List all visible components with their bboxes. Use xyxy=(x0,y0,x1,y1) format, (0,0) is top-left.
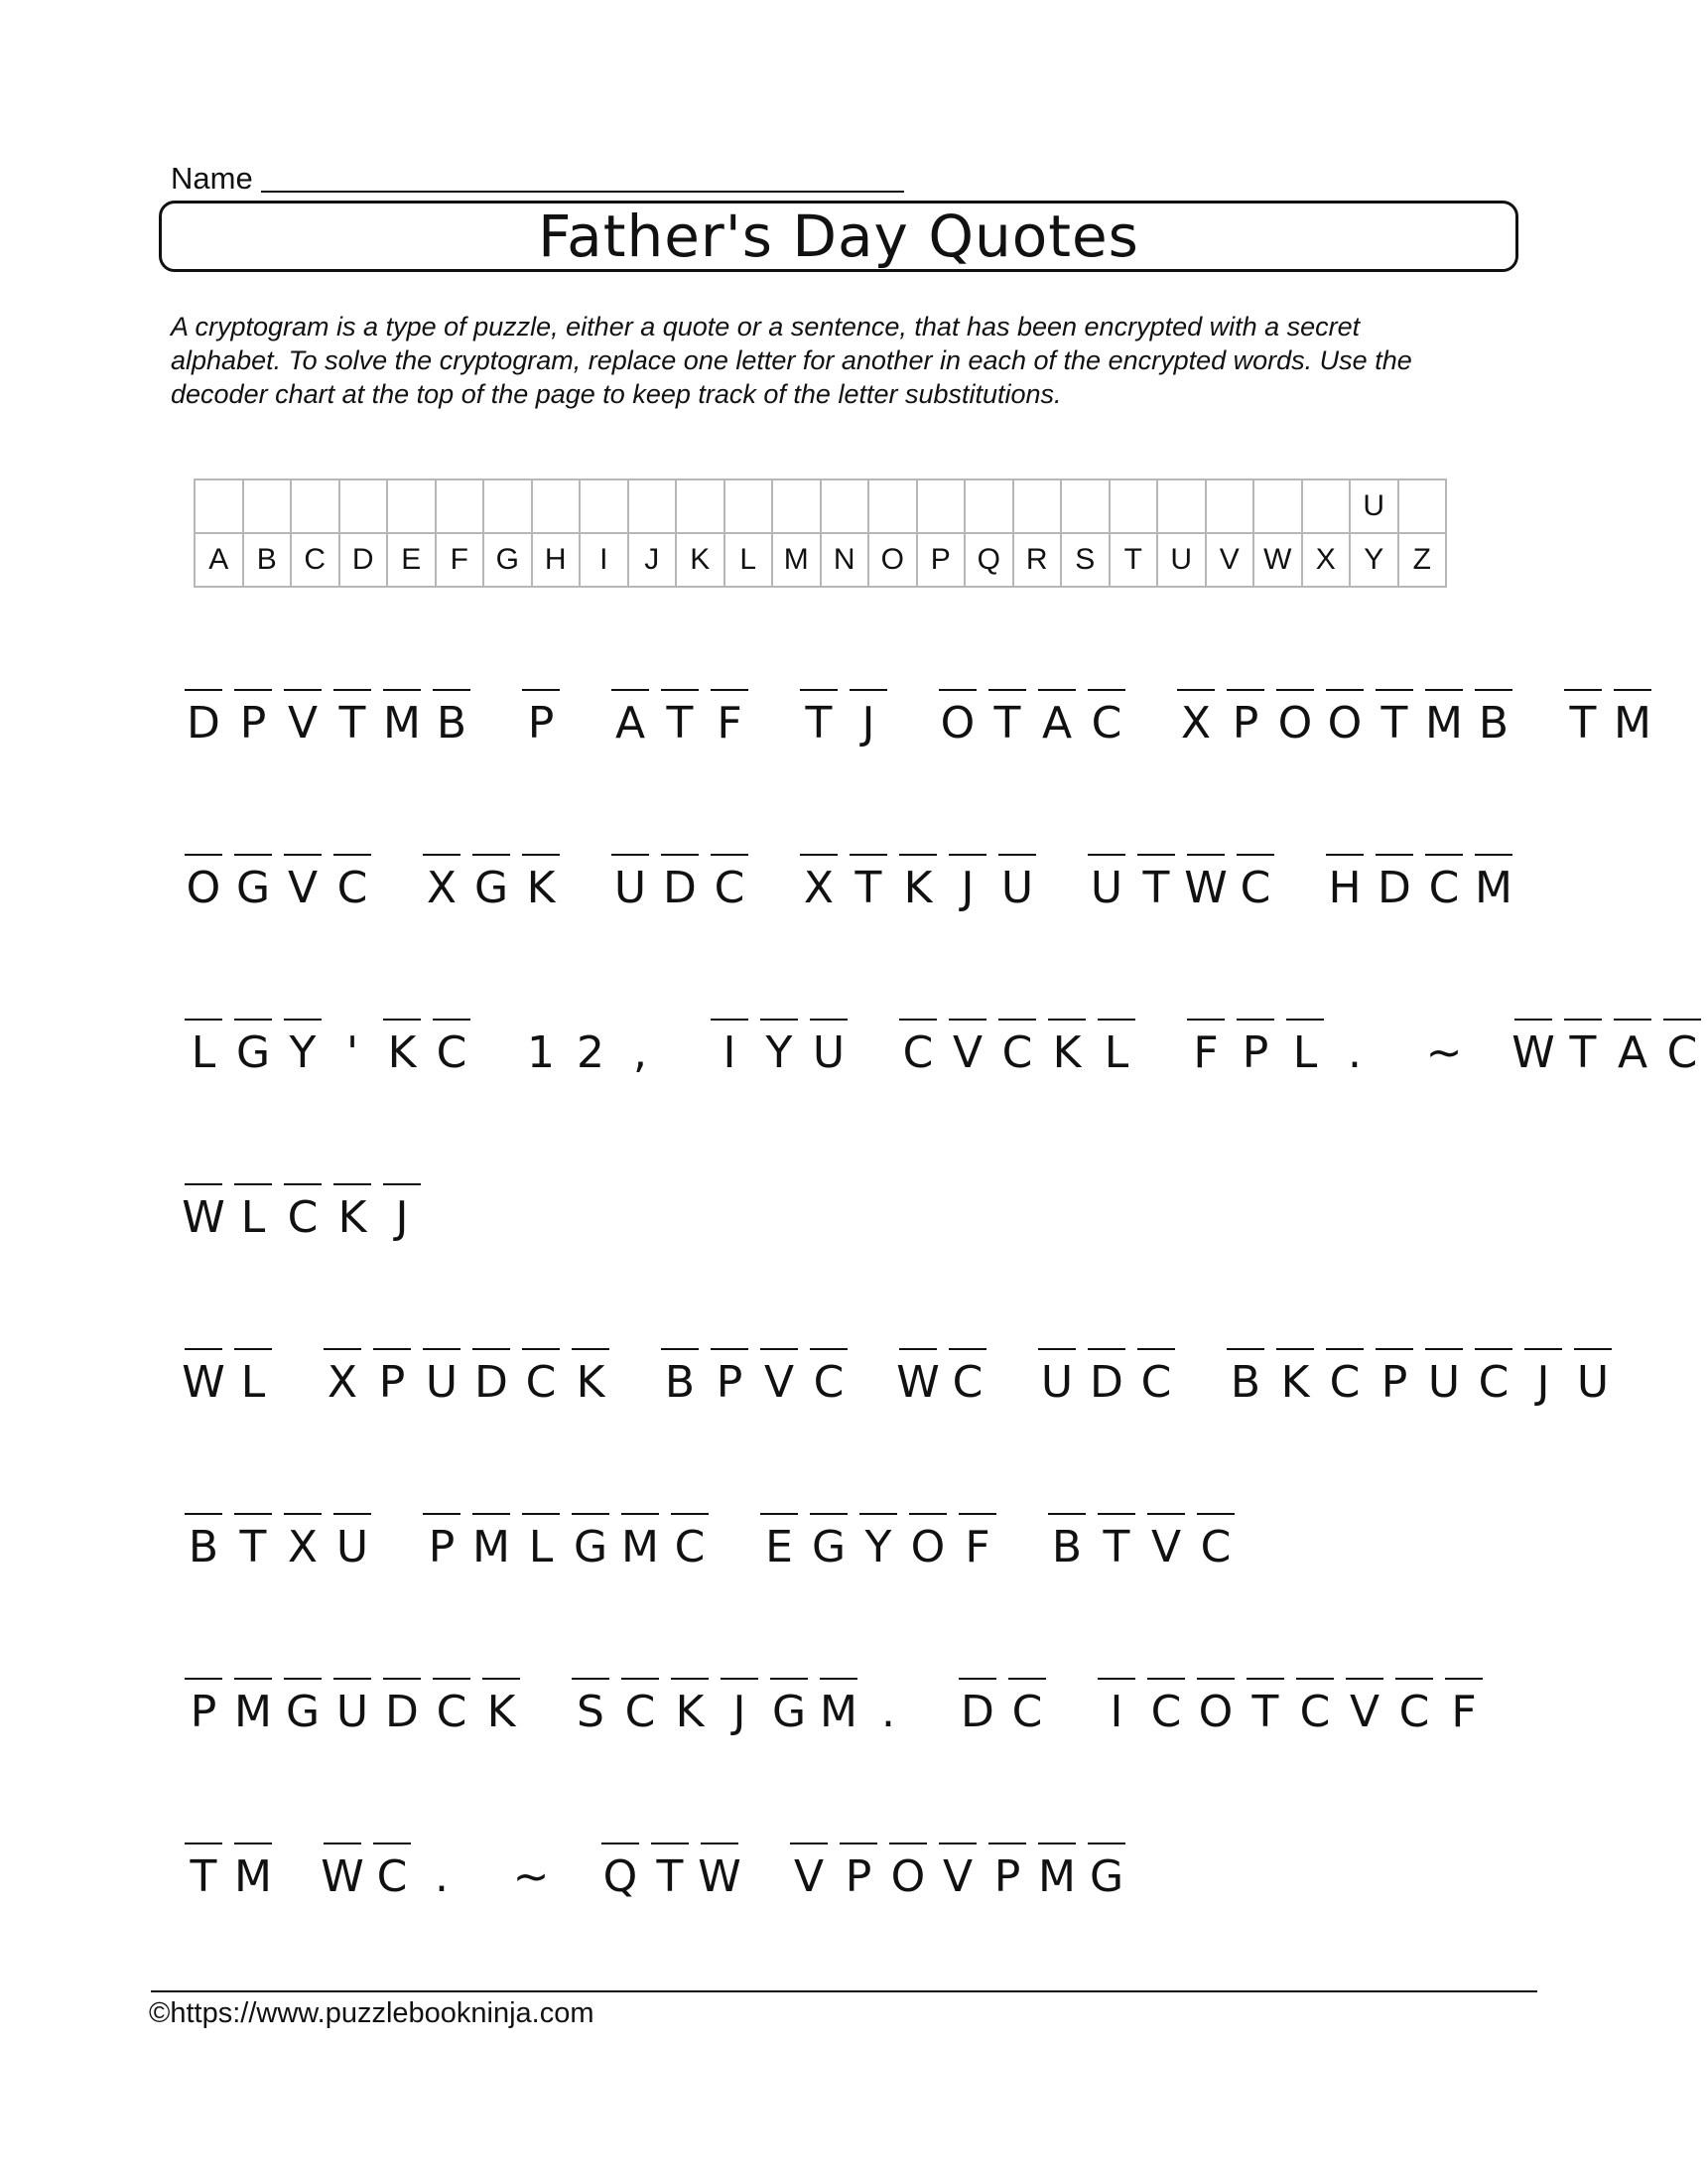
puzzle-word xyxy=(595,1839,744,1904)
cipher-letter[interactable]: U xyxy=(1419,1344,1469,1410)
decoder-letter-row xyxy=(195,533,1446,587)
puzzle-word xyxy=(794,850,1042,915)
cipher-letter[interactable]: C xyxy=(1469,1344,1518,1410)
decoder-hint-cell[interactable] xyxy=(821,479,869,533)
cipher-letter[interactable]: T xyxy=(645,1839,695,1904)
cipher-letter[interactable]: L xyxy=(228,1179,278,1245)
decoder-hint-cell[interactable] xyxy=(387,479,436,533)
cipher-letter[interactable]: P xyxy=(983,1839,1032,1904)
puzzle-word xyxy=(179,1839,278,1904)
puzzle-word xyxy=(1032,1344,1181,1410)
puzzle-word xyxy=(933,685,1131,751)
puzzle-word xyxy=(318,1839,466,1904)
cipher-letter[interactable]: G xyxy=(228,850,278,915)
puzzle-word xyxy=(318,1344,615,1410)
cipher-letter[interactable]: G xyxy=(466,850,516,915)
cryptogram-puzzle xyxy=(179,685,1698,2003)
cipher-letter[interactable]: T xyxy=(1131,850,1181,915)
cipher-letter[interactable]: W xyxy=(179,1344,228,1410)
decoder-hint-cell[interactable] xyxy=(1398,479,1447,533)
cipher-symbol: ~ xyxy=(1425,1027,1463,1078)
decoder-hint-cell[interactable] xyxy=(724,479,773,533)
puzzle-word xyxy=(1181,1015,1379,1080)
puzzle-word xyxy=(1171,685,1518,751)
cipher-letter[interactable]: C xyxy=(427,1674,476,1739)
cipher-letter[interactable]: O xyxy=(933,685,983,751)
decoder-letter-cell: D xyxy=(339,533,388,587)
cipher-letter[interactable]: B xyxy=(427,685,476,751)
cipher-letter[interactable]: G xyxy=(1082,1839,1131,1904)
puzzle-word xyxy=(1082,850,1280,915)
puzzle-word xyxy=(179,850,377,915)
cipher-letter[interactable]: O xyxy=(179,850,228,915)
cipher-letter[interactable]: G xyxy=(278,1674,328,1739)
cipher-letter[interactable]: X xyxy=(318,1344,367,1410)
cipher-letter[interactable]: K xyxy=(516,850,566,915)
cipher-letter[interactable]: T xyxy=(1558,1015,1608,1080)
cipher-letter[interactable]: S xyxy=(566,1674,615,1739)
cipher-letter[interactable]: B xyxy=(1469,685,1518,751)
cipher-letter[interactable]: F xyxy=(705,685,754,751)
decoder-hint-cell[interactable] xyxy=(195,479,243,533)
decoder-letter-cell: Q xyxy=(965,533,1013,587)
cipher-letter[interactable]: Y xyxy=(278,1015,328,1080)
decoder-letter-cell: W xyxy=(1253,533,1302,587)
decoder-hint-cell[interactable] xyxy=(628,479,677,533)
cipher-letter[interactable]: V xyxy=(278,685,328,751)
cipher-letter[interactable]: C xyxy=(615,1674,665,1739)
cipher-letter[interactable]: W xyxy=(1181,850,1231,915)
cipher-letter[interactable]: C xyxy=(1320,1344,1370,1410)
cipher-letter[interactable]: T xyxy=(328,685,377,751)
puzzle-line xyxy=(179,1344,1610,1509)
cipher-letter[interactable]: T xyxy=(1092,1509,1141,1574)
cipher-letter[interactable]: V xyxy=(943,1015,992,1080)
decoder-hint-cell[interactable] xyxy=(1157,479,1206,533)
puzzle-word xyxy=(953,1674,1052,1739)
cipher-letter[interactable]: C xyxy=(427,1015,476,1080)
puzzle-line xyxy=(179,850,1528,1015)
puzzle-word xyxy=(566,1674,913,1739)
decoder-hint-cell[interactable] xyxy=(580,479,628,533)
cipher-letter[interactable]: B xyxy=(655,1344,705,1410)
cipher-letter[interactable]: M xyxy=(1419,685,1469,751)
cipher-letter[interactable]: M xyxy=(615,1509,665,1574)
decoder-letter-cell: Z xyxy=(1398,533,1447,587)
puzzle-line xyxy=(179,1015,1698,1179)
cipher-letter[interactable]: B xyxy=(1221,1344,1270,1410)
cipher-letter[interactable]: L xyxy=(228,1344,278,1410)
cipher-letter[interactable]: E xyxy=(754,1509,804,1574)
cipher-letter[interactable]: K xyxy=(328,1179,377,1245)
decoder-letter-cell: S xyxy=(1061,533,1110,587)
cipher-letter[interactable]: T xyxy=(655,685,705,751)
decoder-hint-cell[interactable] xyxy=(1302,479,1351,533)
puzzle-word xyxy=(417,1509,715,1574)
decoder-letter-cell: O xyxy=(868,533,917,587)
puzzle-word xyxy=(179,1509,377,1574)
cipher-letter[interactable]: M xyxy=(228,1674,278,1739)
puzzle-word xyxy=(516,1015,665,1080)
cipher-letter[interactable]: L xyxy=(1280,1015,1330,1080)
decoder-hint-cell[interactable] xyxy=(965,479,1013,533)
cipher-letter[interactable]: L xyxy=(179,1015,228,1080)
instructions: A cryptogram is a type of puzzle, either a quote or a sentence, that has been encrypted with a secret alphabet. To solve the cryptogram, replace one letter for another in each of the encrypted words. Use the decoder chart at the top of the page to keep track of the letter substitutions. xyxy=(171,312,1412,409)
decoder-letter-cell: L xyxy=(724,533,773,587)
decoder-letter-cell: G xyxy=(483,533,532,587)
decoder-hint-cell[interactable] xyxy=(1206,479,1254,533)
cipher-symbol: ' xyxy=(345,1027,359,1078)
footer-copyright: ©https://www.puzzlebookninja.com xyxy=(149,1997,594,2029)
cipher-letter[interactable]: M xyxy=(1608,685,1657,751)
cipher-letter[interactable]: L xyxy=(1092,1015,1141,1080)
puzzle-line xyxy=(179,685,1651,850)
cipher-letter[interactable]: G xyxy=(804,1509,854,1574)
cipher-letter[interactable]: B xyxy=(179,1509,228,1574)
cipher-letter[interactable]: D xyxy=(1370,850,1419,915)
cipher-letter[interactable]: U xyxy=(328,1674,377,1739)
cipher-letter[interactable]: M xyxy=(814,1674,863,1739)
cipher-letter[interactable]: I xyxy=(1092,1674,1141,1739)
cipher-letter[interactable]: C xyxy=(328,850,377,915)
cipher-letter[interactable]: K xyxy=(566,1344,615,1410)
decoder-hint-cell[interactable] xyxy=(483,479,532,533)
decoder-hint-cell[interactable]: U xyxy=(1350,479,1398,533)
cipher-letter[interactable]: T xyxy=(179,1839,228,1904)
decoder-letter-cell: U xyxy=(1157,533,1206,587)
cipher-letter[interactable]: B xyxy=(1042,1509,1092,1574)
cipher-letter[interactable]: P xyxy=(1231,1015,1280,1080)
cipher-letter[interactable]: U xyxy=(1568,1344,1618,1410)
cipher-letter[interactable]: C xyxy=(893,1015,943,1080)
puzzle-word xyxy=(754,1509,1002,1574)
puzzle-word xyxy=(179,685,476,751)
puzzle-word xyxy=(1509,1015,1707,1080)
decoder-letter-cell: F xyxy=(436,533,484,587)
puzzle-word xyxy=(506,1839,556,1904)
cipher-letter[interactable]: C xyxy=(1231,850,1280,915)
name-field[interactable] xyxy=(261,191,904,193)
puzzle-word xyxy=(417,850,566,915)
cipher-letter[interactable]: C xyxy=(1002,1674,1052,1739)
decoder-letter-cell: N xyxy=(821,533,869,587)
cipher-letter[interactable]: G xyxy=(566,1509,615,1574)
decoder-letter-cell: Y xyxy=(1350,533,1398,587)
puzzle-word xyxy=(179,1344,278,1410)
cipher-letter[interactable]: O xyxy=(1270,685,1320,751)
decoder-hint-cell[interactable] xyxy=(1253,479,1302,533)
puzzle-line xyxy=(179,1674,1528,1839)
decoder-letter-cell: J xyxy=(628,533,677,587)
cipher-letter[interactable]: V xyxy=(278,850,328,915)
cipher-letter[interactable]: J xyxy=(844,685,893,751)
cipher-letter[interactable]: M xyxy=(1032,1839,1082,1904)
cipher-letter[interactable]: K xyxy=(476,1674,526,1739)
page-title: Father's Day Quotes xyxy=(538,203,1139,270)
puzzle-word xyxy=(1419,1015,1469,1080)
cipher-letter[interactable]: C xyxy=(278,1179,328,1245)
cipher-letter[interactable]: P xyxy=(834,1839,883,1904)
decoder-letter-cell: H xyxy=(532,533,581,587)
cipher-letter[interactable]: P xyxy=(1221,685,1270,751)
cipher-letter[interactable]: V xyxy=(754,1344,804,1410)
puzzle-word xyxy=(794,685,893,751)
puzzle-word xyxy=(1558,685,1657,751)
cipher-letter[interactable]: P xyxy=(705,1344,754,1410)
decoder-hint-cell[interactable] xyxy=(772,479,821,533)
cipher-letter[interactable]: D xyxy=(953,1674,1002,1739)
decoder-letter-cell: P xyxy=(917,533,966,587)
cipher-letter[interactable]: O xyxy=(1191,1674,1241,1739)
decoder-hint-cell[interactable] xyxy=(291,479,339,533)
cipher-letter[interactable]: O xyxy=(1320,685,1370,751)
cipher-letter[interactable]: H xyxy=(1320,850,1370,915)
cipher-letter[interactable]: D xyxy=(655,850,705,915)
cipher-letter[interactable]: T xyxy=(1370,685,1419,751)
cipher-letter[interactable]: F xyxy=(953,1509,1002,1574)
cipher-letter[interactable]: C xyxy=(1082,685,1131,751)
cipher-letter[interactable]: K xyxy=(665,1674,715,1739)
cipher-letter[interactable]: C xyxy=(943,1344,992,1410)
puzzle-line xyxy=(179,1839,1528,2003)
puzzle-word xyxy=(893,1344,992,1410)
puzzle-word xyxy=(1221,1344,1618,1410)
name-label: Name xyxy=(171,161,253,196)
cipher-letter[interactable]: X xyxy=(794,850,844,915)
decoder-letter-cell: C xyxy=(291,533,339,587)
cipher-letter[interactable]: M xyxy=(1469,850,1518,915)
cipher-letter[interactable]: K xyxy=(1042,1015,1092,1080)
cipher-letter[interactable]: D xyxy=(377,1674,427,1739)
cipher-letter[interactable]: C xyxy=(1657,1015,1707,1080)
cipher-letter[interactable]: U xyxy=(605,850,655,915)
decoder-letter-cell: X xyxy=(1302,533,1351,587)
puzzle-word xyxy=(605,850,754,915)
puzzle-word xyxy=(179,1674,526,1739)
cipher-letter[interactable]: D xyxy=(466,1344,516,1410)
cipher-letter[interactable]: D xyxy=(1082,1344,1131,1410)
title-box xyxy=(159,201,1518,272)
cipher-letter[interactable]: O xyxy=(883,1839,933,1904)
cipher-letter[interactable]: T xyxy=(983,685,1032,751)
cipher-letter[interactable]: J xyxy=(715,1674,764,1739)
cipher-letter[interactable]: M xyxy=(377,685,427,751)
cipher-letter[interactable]: G xyxy=(228,1015,278,1080)
cipher-letter[interactable]: T xyxy=(1241,1674,1290,1739)
cipher-letter[interactable]: T xyxy=(844,850,893,915)
decoder-letter-cell: K xyxy=(676,533,724,587)
decoder-hint-cell[interactable] xyxy=(243,479,292,533)
cipher-symbol: . xyxy=(1348,1027,1362,1078)
decoder-hint-cell[interactable] xyxy=(339,479,388,533)
cipher-letter[interactable]: X xyxy=(278,1509,328,1574)
cipher-letter[interactable]: U xyxy=(328,1509,377,1574)
cipher-letter[interactable]: T xyxy=(794,685,844,751)
decoder-hint-cell[interactable] xyxy=(917,479,966,533)
cipher-letter[interactable]: C xyxy=(705,850,754,915)
cipher-letter[interactable]: A xyxy=(1032,685,1082,751)
puzzle-word xyxy=(1092,1674,1489,1739)
decoder-chart xyxy=(194,478,1447,588)
cipher-symbol: . xyxy=(881,1687,895,1737)
cipher-symbol: 2 xyxy=(577,1027,604,1078)
footer-divider xyxy=(151,1990,1537,1992)
cipher-letter[interactable]: F xyxy=(1439,1674,1489,1739)
puzzle-word xyxy=(605,685,754,751)
cipher-letter[interactable]: W xyxy=(1509,1015,1558,1080)
cipher-letter[interactable]: V xyxy=(1141,1509,1191,1574)
cipher-letter[interactable]: C xyxy=(1389,1674,1439,1739)
decoder-letter-cell: V xyxy=(1206,533,1254,587)
decoder-hint-cell[interactable] xyxy=(676,479,724,533)
cipher-letter[interactable]: K xyxy=(1270,1344,1320,1410)
puzzle-word xyxy=(893,1015,1141,1080)
cipher-letter[interactable]: U xyxy=(804,1015,854,1080)
cipher-letter[interactable]: Y xyxy=(754,1015,804,1080)
cipher-letter[interactable]: V xyxy=(784,1839,834,1904)
decoder-hint-cell[interactable] xyxy=(1013,479,1062,533)
decoder-hint-cell[interactable] xyxy=(868,479,917,533)
puzzle-word xyxy=(1042,1509,1241,1574)
cipher-letter[interactable]: C xyxy=(1131,1344,1181,1410)
decoder-hint-cell[interactable] xyxy=(436,479,484,533)
cipher-letter[interactable]: P xyxy=(417,1509,466,1574)
cipher-letter[interactable]: V xyxy=(933,1839,983,1904)
cipher-letter[interactable]: C xyxy=(1419,850,1469,915)
puzzle-word xyxy=(516,685,566,751)
cipher-letter[interactable]: Y xyxy=(854,1509,903,1574)
cipher-letter[interactable]: U xyxy=(1082,850,1131,915)
cipher-letter[interactable]: U xyxy=(992,850,1042,915)
puzzle-word xyxy=(705,1015,854,1080)
cipher-letter[interactable]: K xyxy=(893,850,943,915)
cipher-letter[interactable]: F xyxy=(1181,1015,1231,1080)
decoder-letter-cell: A xyxy=(195,533,243,587)
decoder-hint-cell[interactable] xyxy=(1110,479,1158,533)
cipher-letter[interactable]: M xyxy=(228,1839,278,1904)
cipher-letter[interactable]: W xyxy=(318,1839,367,1904)
puzzle-word xyxy=(784,1839,1131,1904)
cipher-letter[interactable]: V xyxy=(1340,1674,1389,1739)
cipher-letter[interactable]: W xyxy=(695,1839,744,1904)
decoder-letter-cell: B xyxy=(243,533,292,587)
puzzle-word xyxy=(655,1344,854,1410)
cipher-letter[interactable]: C xyxy=(1191,1509,1241,1574)
cipher-letter[interactable]: D xyxy=(179,685,228,751)
cipher-letter[interactable]: C xyxy=(516,1344,566,1410)
cipher-letter[interactable]: X xyxy=(1171,685,1221,751)
cipher-symbol: , xyxy=(633,1027,647,1078)
cipher-letter[interactable]: C xyxy=(804,1344,854,1410)
cipher-letter[interactable]: P xyxy=(367,1344,417,1410)
cipher-letter[interactable]: P xyxy=(228,685,278,751)
cipher-letter[interactable]: C xyxy=(1141,1674,1191,1739)
puzzle-word xyxy=(1320,850,1518,915)
decoder-letter-cell: I xyxy=(580,533,628,587)
cipher-letter[interactable]: C xyxy=(992,1015,1042,1080)
cipher-letter[interactable]: C xyxy=(367,1839,417,1904)
cipher-letter[interactable]: J xyxy=(377,1179,427,1245)
cipher-letter[interactable]: C xyxy=(665,1509,715,1574)
cipher-letter[interactable]: G xyxy=(764,1674,814,1739)
cipher-letter[interactable]: O xyxy=(903,1509,953,1574)
decoder-hint-row xyxy=(195,479,1446,533)
cipher-letter[interactable]: T xyxy=(1558,685,1608,751)
cipher-letter[interactable]: P xyxy=(1370,1344,1419,1410)
cipher-symbol: 1 xyxy=(527,1027,555,1078)
cipher-letter[interactable]: X xyxy=(417,850,466,915)
cipher-letter[interactable]: K xyxy=(377,1015,427,1080)
cipher-letter[interactable]: C xyxy=(1290,1674,1340,1739)
puzzle-word xyxy=(179,1179,427,1245)
cipher-letter[interactable]: M xyxy=(466,1509,516,1574)
decoder-letter-cell: T xyxy=(1110,533,1158,587)
cipher-letter[interactable]: A xyxy=(605,685,655,751)
decoder-letter-cell: E xyxy=(387,533,436,587)
cipher-letter[interactable]: Q xyxy=(595,1839,645,1904)
cipher-letter[interactable]: I xyxy=(705,1015,754,1080)
decoder-letter-cell: R xyxy=(1013,533,1062,587)
cipher-letter[interactable]: A xyxy=(1608,1015,1657,1080)
cipher-symbol: . xyxy=(435,1851,449,1902)
cipher-symbol: ~ xyxy=(512,1851,550,1902)
decoder-letter-cell: M xyxy=(772,533,821,587)
puzzle-line xyxy=(179,1509,1528,1674)
cipher-letter[interactable]: P xyxy=(179,1674,228,1739)
cipher-letter[interactable]: J xyxy=(943,850,992,915)
decoder-hint-cell[interactable] xyxy=(1061,479,1110,533)
cipher-letter[interactable]: U xyxy=(1032,1344,1082,1410)
puzzle-line xyxy=(179,1179,1528,1344)
puzzle-word xyxy=(179,1015,476,1080)
cipher-letter[interactable]: L xyxy=(516,1509,566,1574)
cipher-letter[interactable]: T xyxy=(228,1509,278,1574)
cipher-letter[interactable]: U xyxy=(417,1344,466,1410)
decoder-hint-cell[interactable] xyxy=(532,479,581,533)
cipher-letter[interactable]: P xyxy=(516,685,566,751)
cipher-letter[interactable]: J xyxy=(1518,1344,1568,1410)
cipher-letter[interactable]: W xyxy=(179,1179,228,1245)
cipher-letter[interactable]: W xyxy=(893,1344,943,1410)
